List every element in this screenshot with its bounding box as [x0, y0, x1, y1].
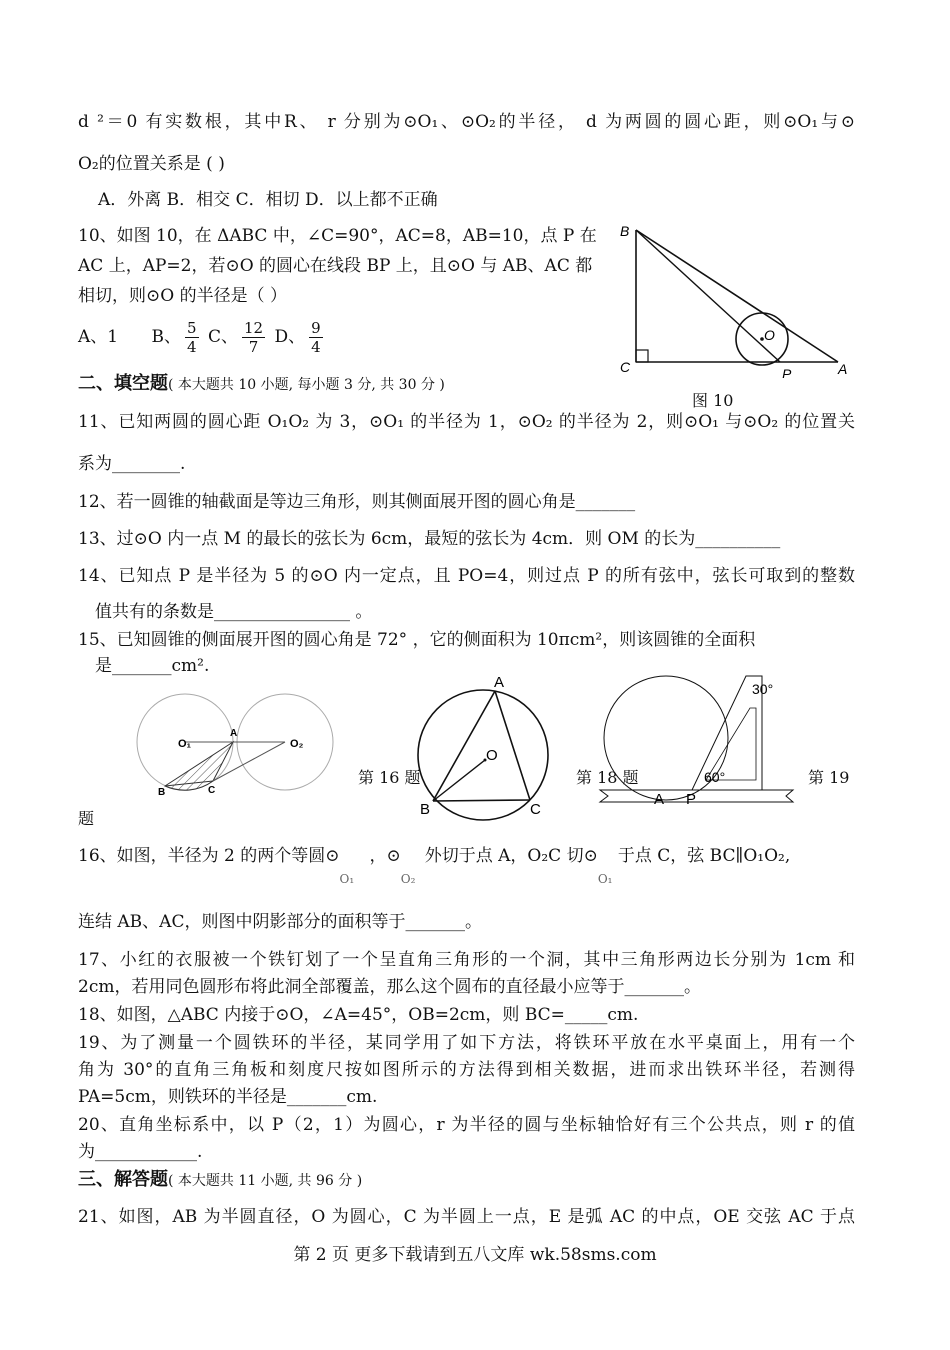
q10-options	[78, 316, 327, 358]
q16-line2: 连结 AB、AC，则图中阴影部分的面积等于_______。	[78, 912, 482, 932]
q21-line1: 21、如图，AB 为半圆直径，O 为圆心，C 为半圆上一点，E 是弧 AC 的中点，OE 交弦 AC 于点	[78, 1207, 855, 1227]
section-3-title: 三、解答题	[78, 1169, 168, 1190]
q19-line1: 19、为了测量一个圆铁环的半径，某同学用了如下方法，将铁环平放在水平桌面上，用有一个	[78, 1033, 855, 1053]
figure-19-caption-b: 题	[78, 809, 95, 828]
q10-line2: AC 上，AP=2，若⊙O 的圆心在线段 BP 上，且⊙O 与 AB、AC 都	[78, 256, 593, 276]
q18: 18、如图，△ABC 内接于⊙O，∠A=45°，OB=2cm，则 BC=_____cm.	[78, 1005, 639, 1025]
fig19-label-60: 60°	[704, 769, 726, 785]
section-2-title: 二、填空题	[78, 373, 168, 394]
fig19-label-p: P	[686, 791, 697, 808]
fig16-label-o2: O₂	[290, 738, 304, 750]
q14-line1: 14、已知点 P 是半径为 5 的⊙O 内一定点，且 PO=4，则过点 P 的所有弦中，弦长可取到的整数	[78, 566, 855, 586]
fig18-label-o: O	[486, 747, 498, 764]
q10-option-d-fraction: $\frac{9}{4}$	[311, 319, 321, 356]
q19-line3: PA=5cm，则铁环的半径是_______cm.	[78, 1087, 378, 1107]
section-2-header	[78, 372, 445, 397]
fig16-label-o1: O₁	[178, 738, 192, 750]
q15-line1: 15、已知圆锥的侧面展开图的圆心角是 72° ，它的侧面积为 10πcm²，则该圆锥的全面积	[78, 630, 756, 650]
fig16-label-a: A	[230, 728, 238, 739]
q10-option-c-fraction: $\frac{12}{7}$	[243, 319, 264, 356]
figure-16-caption: 第 16 题	[358, 768, 421, 787]
fig19-label-30: 30°	[752, 681, 774, 697]
q10-line1: 10、如图 10，在 ΔABC 中，∠C=90°，AC=8，AB=10，点 P 在	[78, 226, 597, 246]
section-2-note: ( 本大题共 10 小题, 每小题 3 分, 共 30 分 )	[168, 377, 445, 393]
q10-option-d: D、	[274, 327, 306, 347]
q16-line1: 16、如图，半径为 2 的两个等圆⊙O₁，⊙O₂外切于点 A，O₂C 切⊙O₁于点 C，弦 BC∥O₁O₂,	[78, 846, 791, 886]
q20-line2: 为____________.	[78, 1142, 203, 1162]
q20-line1: 20、直角坐标系中，以 P（2，1）为圆心，r 为半径的圆与坐标轴恰好有三个公共点，则 r 的值	[78, 1115, 855, 1135]
fig16-label-b: B	[158, 787, 166, 798]
q10-option-a: A、1	[78, 327, 119, 347]
figure-10	[612, 218, 862, 378]
figure-19-caption-a: 第 19	[808, 768, 850, 787]
page-footer: 第 2 页 更多下载请到五八文库 wk.58sms.com	[293, 1245, 657, 1265]
figure-10-caption: 图 10	[692, 391, 734, 410]
fig16-label-c: C	[208, 785, 216, 796]
q15-line2: 是_______cm².	[95, 656, 210, 676]
q17-line2: 2cm，若用同色圆形布将此洞全部覆盖，那么这个圆布的直径最小应等于_______。	[78, 977, 701, 997]
q11-line2: 系为________.	[78, 454, 186, 474]
q11-line1: 11、已知两圆的圆心距 O₁O₂ 为 3，⊙O₁ 的半径为 1，⊙O₂ 的半径为 2，则⊙O₁ 与⊙O₂ 的位置关	[78, 412, 855, 432]
fig10-label-p: P	[782, 366, 792, 378]
figure-18	[410, 672, 560, 822]
section-3-note: ( 本大题共 11 小题, 共 96 分 )	[168, 1173, 363, 1189]
q14-line2: 值共有的条数是________________ 。	[95, 602, 373, 622]
fig18-label-c: C	[530, 801, 541, 818]
fig19-label-a: A	[654, 791, 665, 808]
figure-18-caption: 第 18 题	[576, 768, 639, 787]
figure-19	[588, 672, 798, 814]
fig18-label-b: B	[420, 801, 431, 818]
q9-line1: d ²＝0 有实数根，其中R、 r 分别为⊙O₁、⊙O₂的半径， d 为两圆的圆心距，则⊙O₁与⊙	[78, 112, 855, 132]
q17-line1: 17、小红的衣服被一个铁钉划了一个呈直角三角形的一个洞，其中三角形两边长分别为 1cm 和	[78, 950, 855, 970]
q10-option-b: B、	[151, 327, 181, 347]
q10-option-b-fraction: $\frac{5}{4}$	[187, 319, 197, 356]
fig10-label-b: B	[620, 223, 630, 239]
fig10-label-o: O	[764, 327, 775, 343]
q9-options: A．外离 B．相交 C．相切 D．以上都不正确	[98, 190, 438, 210]
q12: 12、若一圆锥的轴截面是等边三角形，则其侧面展开图的圆心角是_______	[78, 492, 636, 512]
q9-line2: O₂的位置关系是 ( )	[78, 154, 225, 174]
figure-16	[130, 685, 350, 800]
fig18-label-a: A	[494, 674, 505, 691]
q10-option-c: C、	[207, 327, 238, 347]
q10-line3: 相切，则⊙O 的半径是（ ）	[78, 286, 287, 306]
q19-line2: 角为 30°的直角三角板和刻度尺按如图所示的方法得到相关数据，进而求出铁环半径，若测得	[78, 1060, 855, 1080]
fig10-label-c: C	[620, 359, 631, 375]
section-3-header	[78, 1168, 362, 1193]
q13: 13、过⊙O 内一点 M 的最长的弦长为 6cm，最短的弦长为 4cm．则 OM 的长为__________	[78, 529, 781, 549]
fig10-label-a: A	[838, 361, 848, 377]
